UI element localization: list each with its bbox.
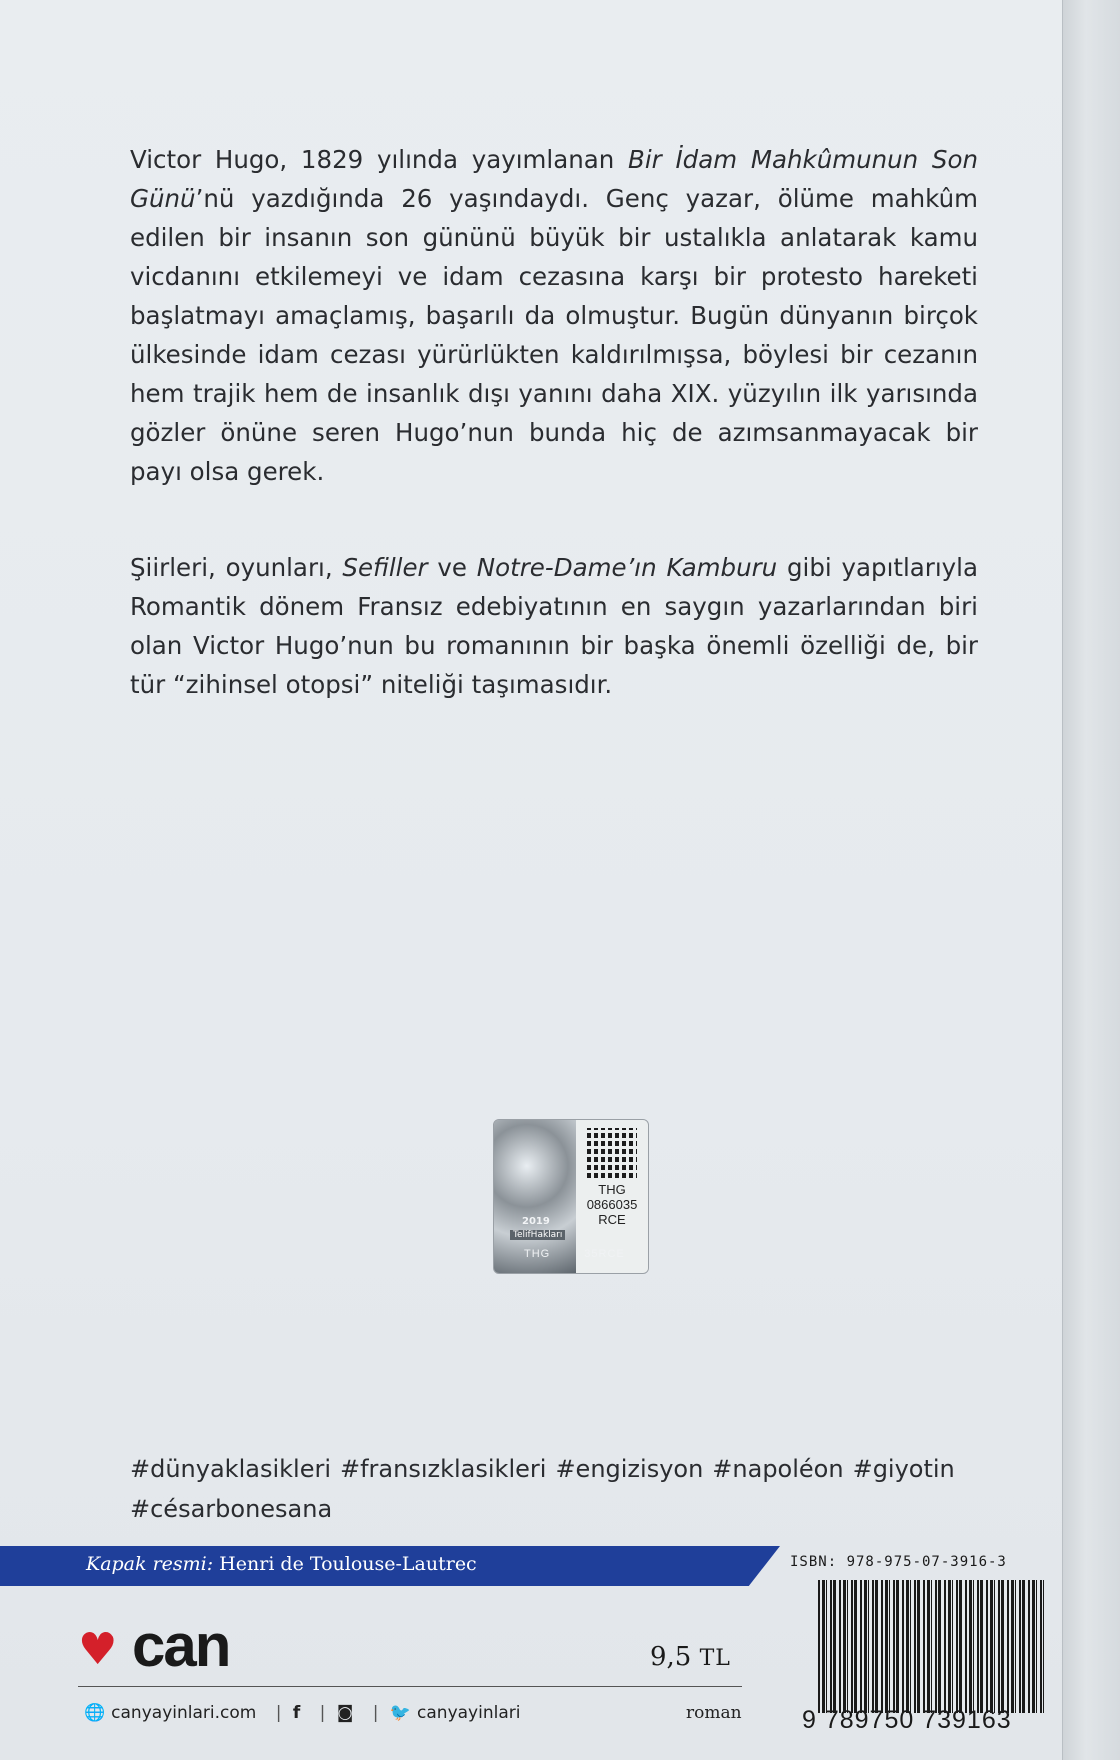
instagram-icon[interactable]: ◙ bbox=[336, 1703, 354, 1723]
title-sefiller: Sefiller bbox=[342, 553, 428, 582]
hashtag: #engizisyon bbox=[555, 1455, 704, 1483]
blurb-paragraph-2: Şiirleri, oyunları, Sefiller ve Notre-Dame’ın Kamburu gibi yapıtlarıyla Romantik dönem Fransız edebiyatının en saygın yazarlarından biri olan Victor Hugo’nun bu romanının bir başka önemli özelliği de, bir tür “zihinsel otopsi” niteliği taşımasıdır. bbox=[130, 553, 979, 699]
hashtag: #dünyaklasikleri bbox=[130, 1455, 331, 1483]
barcode-number: 9 789750 739163 bbox=[802, 1706, 1012, 1734]
divider bbox=[78, 1686, 742, 1687]
twitter-icon[interactable]: 🐦 bbox=[389, 1703, 412, 1723]
sticker-year: 2019 bbox=[522, 1216, 550, 1227]
website-link[interactable]: canyayinlari.com bbox=[111, 1703, 257, 1723]
sticker-code-3: RCE bbox=[598, 1212, 626, 1227]
social-handle[interactable]: canyayinlari bbox=[417, 1703, 521, 1723]
book-title: Bir İdam Mahkûmunun Son Günü bbox=[130, 145, 978, 213]
hashtag: #giyotin bbox=[852, 1455, 955, 1483]
sticker-code-1: THG bbox=[598, 1182, 626, 1197]
heart-icon: ♥ bbox=[78, 1624, 118, 1675]
hashtag: #napoléon bbox=[712, 1455, 844, 1483]
price: 9,5 TL bbox=[650, 1642, 731, 1672]
hashtag: #fransızklasikleri bbox=[340, 1455, 547, 1483]
isbn-label: ISBN: 978-975-07-3916-3 bbox=[790, 1554, 1007, 1570]
footer-links: 🌐 canyayinlari.com | f | ◙ | 🐦 canyayinlari bbox=[84, 1703, 521, 1723]
genre-label: roman bbox=[686, 1703, 742, 1723]
sticker-code-2: 0866035 bbox=[586, 1197, 638, 1212]
publisher-name: can bbox=[132, 1612, 230, 1679]
sticker-brand: TelifHakları bbox=[510, 1230, 565, 1240]
hashtag: #césarbonesana bbox=[130, 1495, 333, 1523]
hashtags bbox=[130, 1449, 990, 1529]
facebook-icon[interactable]: f bbox=[292, 1703, 301, 1723]
copyright-sticker bbox=[493, 1119, 649, 1274]
barcode-icon bbox=[818, 1580, 1044, 1713]
cover-credit: Kapak resmi: Henri de Toulouse-Lautrec bbox=[86, 1553, 477, 1575]
title-notre-dame: Notre-Dame’ın Kamburu bbox=[476, 553, 778, 582]
globe-icon: 🌐 bbox=[84, 1703, 106, 1723]
book-spine bbox=[1062, 0, 1120, 1760]
blurb-paragraph-1: Victor Hugo, 1829 yılında yayımlanan Bir İdam Mahkûmunun Son Günü’nü yazdığında 26 yaşındaydı. Genç yazar, ölüme mahkûm edilen bir insanın son gününü büyük bir ustalıkla anlatarak kamu vicdanını etkilemeyi ve idam cezasına karşı bir protesto hareketi başlatmayı amaçlamış, başarılı da olmuştur. Bugün dünyanın birçok ülkesinde idam cezası yürürlükten kaldırılmışsa, böylesi bir cezanın hem trajik hem de insanlık dışı yanını daha XIX. yüzyılın ilk yarısında gözler önüne seren Hugo’nun bunda hiç de azımsanmayacak bir payı olsa gerek. bbox=[130, 145, 978, 486]
datamatrix-icon bbox=[587, 1128, 637, 1178]
sticker-bottom: THG 35RCE bbox=[524, 1248, 625, 1260]
